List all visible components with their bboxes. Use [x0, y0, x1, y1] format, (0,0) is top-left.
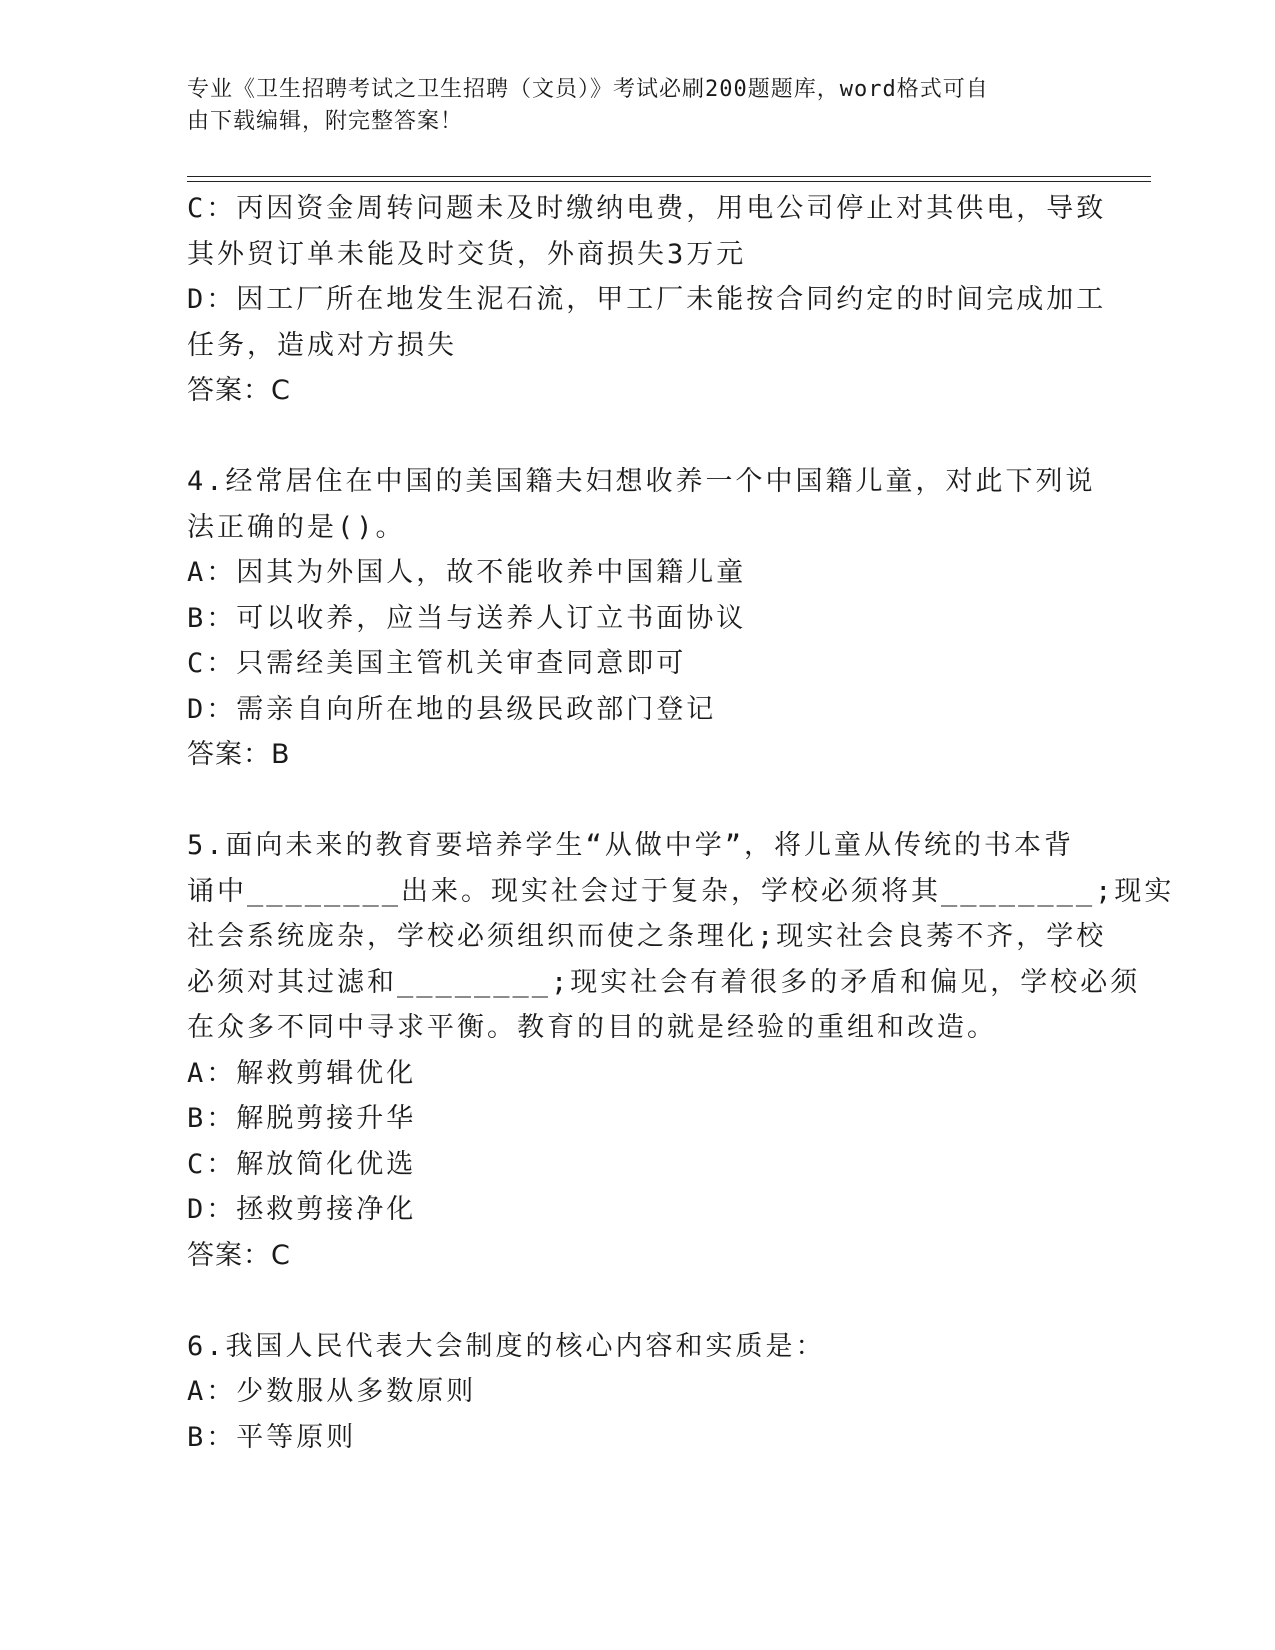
option-d: D：拯救剪接净化 [187, 1194, 417, 1225]
question-5 [187, 823, 1175, 1278]
question-stem-line-1: 4.经常居住在中国的美国籍夫妇想收养一个中国籍儿童，对此下列说 [187, 466, 1096, 497]
question-stem-line-1: 5.面向未来的教育要培养学生“从做中学”，将儿童从传统的书本背 [187, 830, 1075, 861]
header-divider [187, 176, 1151, 182]
spacer [187, 778, 1087, 824]
option-d-line-2: 任务，造成对方损失 [187, 329, 457, 361]
option-c: C：解放简化优选 [187, 1148, 417, 1180]
question-content [187, 186, 1175, 1460]
question-stem-line-3: 社会系统庞杂，学校必须组织而使之条理化;现实社会良莠不齐，学校 [187, 921, 1107, 952]
spacer [187, 414, 1087, 460]
option-c-line-2: 其外贸订单未能及时交货，外商损失3万元 [187, 238, 747, 270]
question-stem-line-1: 6.我国人民代表大会制度的核心内容和实质是： [187, 1330, 826, 1362]
option-c: C：只需经美国主管机关审查同意即可 [187, 648, 687, 679]
question-stem-line-2: 诵中________出来。现实社会过于复杂，学校必须将其________;现实 [187, 875, 1175, 907]
question-stem-line-5: 在众多不同中寻求平衡。教育的目的就是经验的重组和改造。 [187, 1012, 997, 1043]
option-c-line-1: C：丙因资金周转问题未及时缴纳电费，用电公司停止对其供电，导致 [187, 193, 1107, 224]
spacer [187, 1278, 1087, 1324]
option-a: A：因其为外国人，故不能收养中国籍儿童 [187, 557, 747, 588]
header-line-1: 专业《卫生招聘考试之卫生招聘（文员）》考试必刷200题题库，word格式可自 [187, 77, 989, 102]
option-b: B：可以收养，应当与送养人订立书面协议 [187, 602, 747, 634]
answer-label: 答案：C [187, 1239, 291, 1271]
header-line-2: 由下载编辑，附完整答案！ [187, 109, 464, 134]
option-d-line-1: D：因工厂所在地发生泥石流，甲工厂未能按合同约定的时间完成加工 [187, 284, 1107, 315]
question-4 [187, 459, 1096, 778]
question-6 [187, 1324, 1087, 1461]
answer-label: 答案：B [187, 739, 291, 770]
option-b: B：解脱剪接升华 [187, 1103, 417, 1134]
option-a: A：少数服从多数原则 [187, 1376, 477, 1407]
option-a: A：解救剪辑优化 [187, 1057, 417, 1089]
question-stem-line-2: 法正确的是()。 [187, 511, 406, 543]
option-b: B：平等原则 [187, 1421, 357, 1453]
option-d: D：需亲自向所在地的县级民政部门登记 [187, 693, 717, 725]
answer-label: 答案：C [187, 375, 291, 406]
question-3-tail [187, 186, 1107, 414]
page-header [187, 74, 1067, 138]
question-stem-line-4: 必须对其过滤和________;现实社会有着很多的矛盾和偏见，学校必须 [187, 966, 1141, 998]
